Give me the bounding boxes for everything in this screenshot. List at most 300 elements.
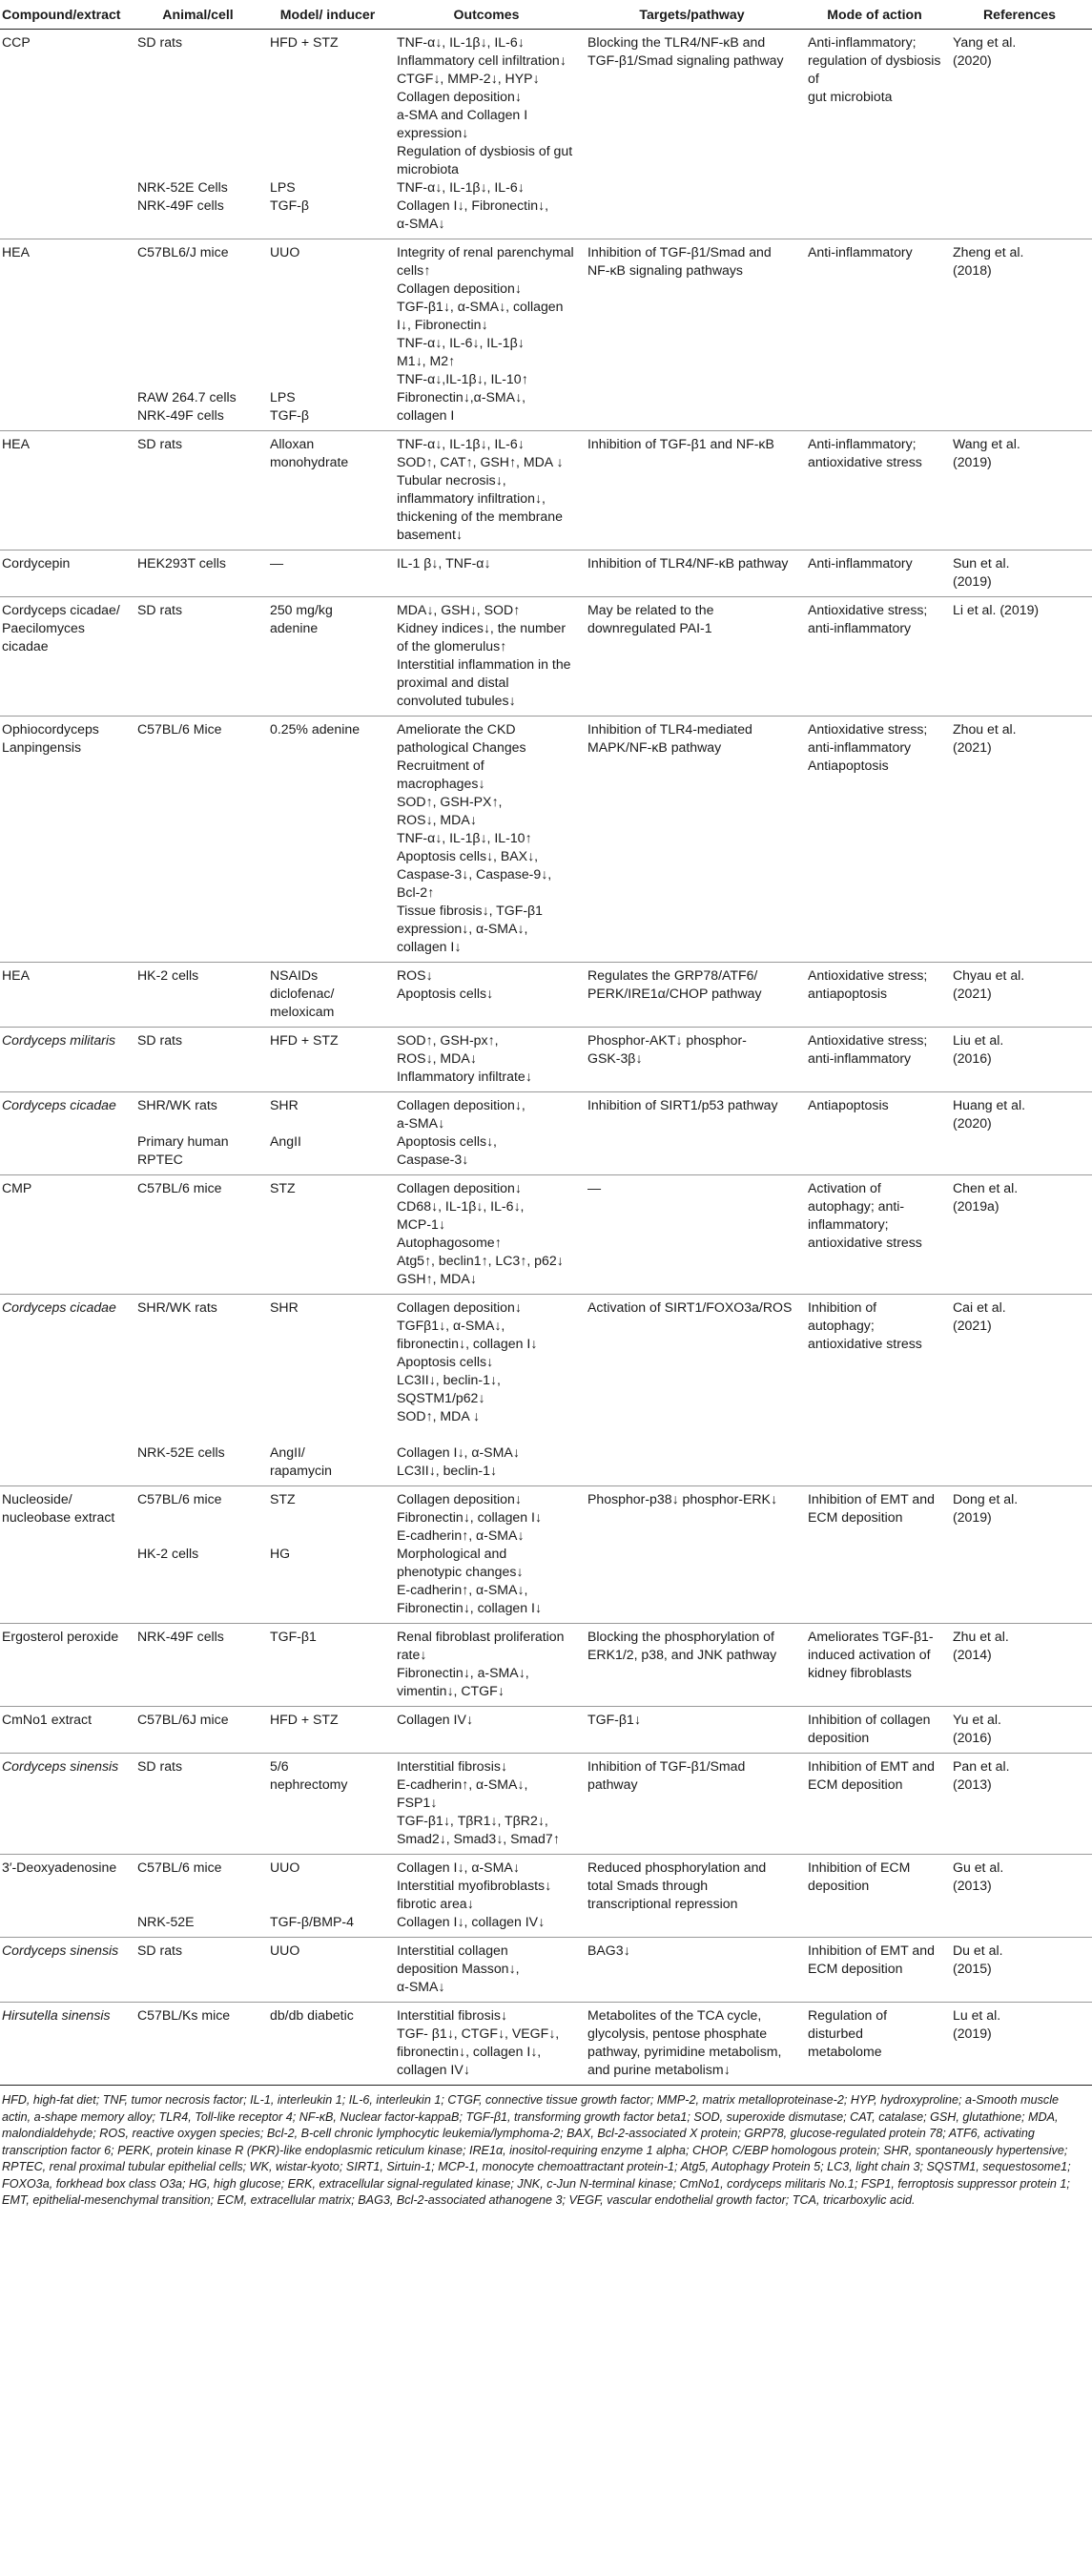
table-row: [0, 717, 1092, 963]
cell-animal-cell: [132, 1175, 264, 1295]
cell-model-inducer: [264, 431, 391, 551]
cell-line: Ameliorate the CKD: [397, 721, 516, 737]
cell-references: [947, 1624, 1092, 1707]
cell-animal-cell: [132, 963, 264, 1028]
cell-line: [137, 1389, 258, 1407]
cell-references: [947, 2003, 1092, 2086]
cell-line: GSK-3β↓: [587, 1050, 643, 1066]
cell-line: Phosphor-AKT↓ phosphor-: [587, 1032, 747, 1048]
cell-line: [137, 334, 258, 352]
cell-references: [947, 1295, 1092, 1486]
cell-animal-cell: [132, 1295, 264, 1486]
cell-targets-pathway: [582, 1938, 802, 2003]
cell-line: Reduced phosphorylation and: [587, 1859, 767, 1875]
cell-targets-pathway: [582, 1028, 802, 1092]
cell-model-inducer: [264, 597, 391, 717]
cell-line: Anti-inflammatory;: [808, 436, 917, 451]
cell-animal-cell: [132, 239, 264, 431]
cell-compound: [0, 1175, 132, 1295]
cell-animal-cell: [132, 1938, 264, 2003]
cell-line: Inhibition of ECM: [808, 1859, 911, 1875]
cell-line: deposition Masson↓,: [397, 1961, 520, 1976]
cell-line: cells↑: [397, 262, 431, 278]
cell-line: Anti-inflammatory: [808, 555, 913, 571]
cell-line: Ameliorates TGF-β1-: [808, 1629, 934, 1644]
cell-line: [137, 1407, 258, 1425]
cell-model-inducer: [264, 30, 391, 239]
cell-line: [137, 298, 258, 316]
cell-line: SHR: [270, 1299, 299, 1315]
cell-mode-of-action: [802, 1624, 947, 1707]
cell-line: Interstitial myofibroblasts↓: [397, 1878, 552, 1893]
cell-animal-cell: [132, 1028, 264, 1092]
cell-outcomes: [391, 1707, 582, 1754]
cell-line: Kidney indices↓, the number: [397, 620, 567, 635]
cell-line: (2014): [953, 1647, 992, 1662]
cell-line: Collagen deposition↓: [397, 89, 522, 104]
cell-model-inducer: [264, 239, 391, 431]
cell-line: [137, 52, 258, 70]
cell-line: Yu et al.: [953, 1712, 1001, 1727]
cell-line: HG: [270, 1546, 291, 1561]
cell-line: HEA: [2, 967, 30, 983]
cell-line: Regulation of: [808, 2007, 888, 2023]
cell-outcomes: [391, 1092, 582, 1175]
cell-mode-of-action: [802, 1486, 947, 1624]
table-row: [0, 1028, 1092, 1092]
cell-compound: [0, 2003, 132, 2086]
cell-line: adenine: [270, 620, 319, 635]
cell-compound: [0, 1028, 132, 1092]
table-body: [0, 30, 1092, 2086]
cell-targets-pathway: [582, 1092, 802, 1175]
cell-line: Inhibition of EMT and: [808, 1758, 935, 1774]
cell-compound: [0, 431, 132, 551]
cell-line: Caspase-3↓: [397, 1152, 469, 1167]
table-row: [0, 963, 1092, 1028]
cell-line: Collagen deposition↓,: [397, 1097, 525, 1112]
cell-line: Integrity of renal parenchymal: [397, 244, 574, 260]
cell-line: HFD + STZ: [270, 1032, 339, 1048]
cell-line: (2019a): [953, 1198, 999, 1214]
cell-model-inducer: [264, 551, 391, 597]
cell-line: fibrotic area↓: [397, 1896, 474, 1911]
cell-line: TNF-α↓, IL-1β↓, IL-10↑: [397, 830, 532, 845]
cell-line: NRK-52E: [137, 1914, 195, 1929]
cell-line: Apoptosis cells↓, BAX↓,: [397, 848, 539, 863]
cell-model-inducer: [264, 963, 391, 1028]
cell-model-inducer: [264, 1295, 391, 1486]
cell-line: ECM deposition: [808, 1509, 903, 1525]
cell-line: (2019): [953, 573, 992, 589]
cell-line: 0.25% adenine: [270, 721, 361, 737]
cell-line: Interstitial fibrosis↓: [397, 2007, 507, 2023]
cell-line: [270, 334, 385, 352]
cell-line: MCP-1↓: [397, 1216, 445, 1232]
cell-model-inducer: [264, 717, 391, 963]
cell-targets-pathway: [582, 1754, 802, 1855]
cell-outcomes: [391, 963, 582, 1028]
cell-line: proximal and distal: [397, 675, 509, 690]
cell-line: [270, 1371, 385, 1389]
cell-model-inducer: [264, 1028, 391, 1092]
cell-line: [137, 1877, 258, 1895]
cell-line: db/db diabetic: [270, 2007, 354, 2023]
cell-references: [947, 1028, 1092, 1092]
cell-line: α-SMA↓: [397, 1979, 445, 1994]
cell-references: [947, 551, 1092, 597]
table-row: [0, 1707, 1092, 1754]
cell-line: [270, 352, 385, 370]
cell-line: ECM deposition: [808, 1776, 903, 1792]
cell-model-inducer: [264, 1855, 391, 1938]
cell-line: autophagy; anti-: [808, 1198, 905, 1214]
cell-line: [270, 1895, 385, 1913]
cell-animal-cell: [132, 1486, 264, 1624]
cell-line: Cordyceps sinensis: [2, 1758, 119, 1774]
cell-model-inducer: [264, 1092, 391, 1175]
cell-line: [137, 316, 258, 334]
cell-targets-pathway: [582, 30, 802, 239]
cell-line: [137, 352, 258, 370]
cell-line: C57BL/6 mice: [137, 1180, 222, 1195]
cell-line: ROS↓, MDA↓: [397, 1050, 477, 1066]
cell-line: CTGF↓, MMP-2↓, HYP↓: [397, 71, 540, 86]
cell-line: cicadae: [2, 638, 49, 654]
cell-line: (2021): [953, 1318, 992, 1333]
cell-compound: [0, 1295, 132, 1486]
cell-line: GSH↑, MDA↓: [397, 1271, 477, 1286]
cell-line: Inflammatory cell infiltration↓: [397, 52, 567, 68]
cell-line: basement↓: [397, 527, 463, 542]
cell-line: Metabolites of the TCA cycle,: [587, 2007, 762, 2023]
cell-animal-cell: [132, 30, 264, 239]
cell-line: BAG3↓: [587, 1942, 630, 1958]
cell-mode-of-action: [802, 1707, 947, 1754]
cell-outcomes: [391, 551, 582, 597]
cell-targets-pathway: [582, 1624, 802, 1707]
cell-line: (2016): [953, 1050, 992, 1066]
cell-line: diclofenac/: [270, 986, 335, 1001]
cell-line: UUO: [270, 1859, 300, 1875]
cell-line: 3′-Deoxyadenosine: [2, 1859, 117, 1875]
cell-line: HFD + STZ: [270, 34, 339, 50]
cell-line: Collagen I↓, Fibronectin↓,: [397, 197, 549, 213]
cell-line: NRK-49F cells: [137, 1629, 224, 1644]
cell-line: Wang et al.: [953, 436, 1020, 451]
cell-line: Pan et al.: [953, 1758, 1010, 1774]
cell-line: Inhibition of collagen: [808, 1712, 931, 1727]
cell-line: Hirsutella sinensis: [2, 2007, 111, 2023]
cell-line: Inhibition of SIRT1/p53 pathway: [587, 1097, 778, 1112]
cell-line: Cordyceps militaris: [2, 1032, 116, 1048]
cell-line: Cordyceps cicadae: [2, 1097, 116, 1112]
cell-line: C57BL/6 mice: [137, 1491, 222, 1506]
table-row: [0, 1175, 1092, 1295]
table-row: [0, 551, 1092, 597]
cell-line: LC3II↓, beclin-1↓: [397, 1463, 497, 1478]
cell-line: Liu et al.: [953, 1032, 1004, 1048]
cell-line: SD rats: [137, 436, 182, 451]
cell-line: regulation of dysbiosis of: [808, 52, 941, 86]
cell-line: [137, 1317, 258, 1335]
cell-mode-of-action: [802, 1938, 947, 2003]
cell-line: UUO: [270, 244, 300, 260]
cell-line: [270, 124, 385, 142]
cell-line: collagen IV↓: [397, 2062, 470, 2077]
cell-targets-pathway: [582, 239, 802, 431]
cell-model-inducer: [264, 1486, 391, 1624]
cell-targets-pathway: [582, 1295, 802, 1486]
cell-line: Regulates the GRP78/ATF6/: [587, 967, 758, 983]
cell-line: of the glomerulus↑: [397, 638, 507, 654]
cell-line: (2019): [953, 454, 992, 469]
cell-compound: [0, 717, 132, 963]
cell-references: [947, 1092, 1092, 1175]
cell-line: inflammatory;: [808, 1216, 889, 1232]
cell-mode-of-action: [802, 30, 947, 239]
cell-line: Regulation of dysbiosis of gut: [397, 143, 573, 158]
cell-line: [137, 1527, 258, 1545]
cell-model-inducer: [264, 1624, 391, 1707]
cell-line: C57BL/6 Mice: [137, 721, 222, 737]
cell-line: collagen I↓: [397, 939, 462, 954]
cell-line: [270, 298, 385, 316]
cell-references: [947, 963, 1092, 1028]
table-row: [0, 1624, 1092, 1707]
cell-line: STZ: [270, 1180, 296, 1195]
cell-line: PERK/IRE1α/CHOP pathway: [587, 986, 762, 1001]
cell-targets-pathway: [582, 1707, 802, 1754]
cell-outcomes: [391, 2003, 582, 2086]
cell-line: glycolysis, pentose phosphate: [587, 2025, 768, 2041]
cell-line: LPS: [270, 179, 296, 195]
cell-outcomes: [391, 597, 582, 717]
cell-line: [270, 1527, 385, 1545]
cell-line: [137, 261, 258, 280]
cell-line: anti-inflammatory: [808, 1050, 912, 1066]
cell-line: and purine metabolism↓: [587, 2062, 731, 2077]
cell-line: Antioxidative stress;: [808, 967, 928, 983]
cell-line: gut microbiota: [808, 89, 893, 104]
cell-line: Morphological and: [397, 1546, 507, 1561]
cell-line: (2020): [953, 52, 992, 68]
cell-animal-cell: [132, 2003, 264, 2086]
cell-mode-of-action: [802, 1175, 947, 1295]
cell-references: [947, 717, 1092, 963]
cell-line: [137, 1371, 258, 1389]
cell-line: C57BL6/J mice: [137, 244, 229, 260]
cell-line: Inflammatory infiltrate↓: [397, 1069, 532, 1084]
cell-line: Ergosterol peroxide: [2, 1629, 119, 1644]
cell-line: Inhibition of TGF-β1/Smad: [587, 1758, 746, 1774]
cell-line: SD rats: [137, 602, 182, 617]
cell-line: Collagen deposition↓: [397, 280, 522, 296]
cell-mode-of-action: [802, 597, 947, 717]
cell-line: (2021): [953, 986, 992, 1001]
cell-line: E-cadherin↑, α-SMA↓,: [397, 1776, 528, 1792]
table-row: [0, 1855, 1092, 1938]
cell-targets-pathway: [582, 717, 802, 963]
cell-line: collagen I: [397, 407, 455, 423]
cell-line: Tubular necrosis↓,: [397, 472, 506, 488]
cell-line: MAPK/NF-κB pathway: [587, 739, 722, 755]
cell-line: HEK293T cells: [137, 555, 226, 571]
cell-line: Interstitial collagen: [397, 1942, 508, 1958]
cell-line: Alloxan: [270, 436, 315, 451]
cell-line: [137, 1114, 258, 1132]
cell-line: SHR/WK rats: [137, 1097, 217, 1112]
cell-line: TGF- β1↓, CTGF↓, VEGF↓,: [397, 2025, 560, 2041]
cell-line: TGF-β: [270, 197, 309, 213]
cell-references: [947, 1175, 1092, 1295]
cell-line: Collagen deposition↓: [397, 1299, 522, 1315]
cell-line: Sun et al.: [953, 555, 1010, 571]
cell-line: Autophagosome↑: [397, 1235, 502, 1250]
cell-line: SOD↑, MDA ↓: [397, 1408, 480, 1423]
cell-line: Nucleoside/: [2, 1491, 72, 1506]
cell-line: [270, 1353, 385, 1371]
cell-line: TGF-β1/Smad signaling pathway: [587, 52, 784, 68]
cell-line: Interstitial fibrosis↓: [397, 1758, 507, 1774]
cell-line: [137, 370, 258, 388]
cell-line: SOD↑, CAT↑, GSH↑, MDA ↓: [397, 454, 564, 469]
cell-line: ROS↓: [397, 967, 433, 983]
cell-line: Antiapoptosis: [808, 1097, 889, 1112]
cell-line: [397, 1425, 576, 1444]
cell-line: SOD↑, GSH-px↑,: [397, 1032, 499, 1048]
cell-references: [947, 1938, 1092, 2003]
cell-targets-pathway: [582, 1486, 802, 1624]
cell-line: SD rats: [137, 1758, 182, 1774]
cell-line: Antioxidative stress;: [808, 602, 928, 617]
cell-animal-cell: [132, 1855, 264, 1938]
header-references: References: [947, 0, 1092, 30]
cell-line: Chyau et al.: [953, 967, 1025, 983]
cell-line: phenotypic changes↓: [397, 1564, 524, 1579]
cell-line: 250 mg/kg: [270, 602, 333, 617]
cell-line: total Smads through: [587, 1878, 709, 1893]
cell-line: kidney fibroblasts: [808, 1665, 912, 1680]
table-row: [0, 239, 1092, 431]
cell-line: NF-κB signaling pathways: [587, 262, 743, 278]
cell-mode-of-action: [802, 1295, 947, 1486]
cell-line: microbiota: [397, 161, 460, 177]
cell-line: [137, 1335, 258, 1353]
cell-line: [270, 1317, 385, 1335]
cell-animal-cell: [132, 431, 264, 551]
cell-line: deposition: [808, 1730, 870, 1745]
cell-mode-of-action: [802, 1855, 947, 1938]
cell-line: downregulated PAI-1: [587, 620, 712, 635]
cell-outcomes: [391, 1938, 582, 2003]
cell-targets-pathway: [582, 963, 802, 1028]
cell-targets-pathway: [582, 1175, 802, 1295]
cell-line: FSP1↓: [397, 1795, 438, 1810]
table-row: [0, 597, 1092, 717]
cell-line: ROS↓, MDA↓: [397, 812, 477, 827]
cell-line: Phosphor-p38↓ phosphor-ERK↓: [587, 1491, 777, 1506]
cell-compound: [0, 239, 132, 431]
cell-line: I↓, Fibronectin↓: [397, 317, 488, 332]
cell-line: Paecilomyces: [2, 620, 85, 635]
cell-line: antiapoptosis: [808, 986, 888, 1001]
cell-animal-cell: [132, 1707, 264, 1754]
cell-line: pathological Changes: [397, 739, 526, 755]
cell-line: Chen et al.: [953, 1180, 1019, 1195]
cell-line: Collagen I↓, α-SMA↓: [397, 1859, 520, 1875]
cell-line: Inhibition of TGF-β1/Smad and: [587, 244, 772, 260]
cell-line: Anti-inflammatory: [808, 244, 913, 260]
cell-line: Collagen deposition↓: [397, 1491, 522, 1506]
cell-line: Zhu et al.: [953, 1629, 1009, 1644]
cell-line: RPTEC: [137, 1152, 183, 1167]
cell-line: Du et al.: [953, 1942, 1003, 1958]
cell-line: SHR/WK rats: [137, 1299, 217, 1315]
cell-line: SOD↑, GSH-PX↑,: [397, 794, 503, 809]
cell-line: inflammatory infiltration↓,: [397, 490, 546, 506]
cell-line: SD rats: [137, 1032, 182, 1048]
cell-line: Collagen I↓, collagen IV↓: [397, 1914, 546, 1929]
cell-line: (2013): [953, 1878, 992, 1893]
cell-line: Antiapoptosis: [808, 758, 889, 773]
cell-outcomes: [391, 1855, 582, 1938]
header-outcomes: Outcomes: [391, 0, 582, 30]
cell-model-inducer: [264, 1175, 391, 1295]
cell-line: (2019): [953, 2025, 992, 2041]
cell-line: LC3II↓, beclin-1↓,: [397, 1372, 501, 1387]
cell-references: [947, 239, 1092, 431]
cell-line: Inhibition of EMT and: [808, 1491, 935, 1506]
cell-line: [270, 70, 385, 88]
cell-line: Tissue fibrosis↓, TGF-β1: [397, 903, 543, 918]
cell-line: STZ: [270, 1491, 296, 1506]
header-model-inducer: Model/ inducer: [264, 0, 391, 30]
cell-line: α-SMA↓: [397, 216, 445, 231]
cell-line: Cordyceps cicadae/: [2, 602, 120, 617]
cell-line: pathway: [587, 1776, 638, 1792]
cell-line: Cordyceps sinensis: [2, 1942, 119, 1958]
cell-line: AngII: [270, 1133, 301, 1149]
cell-line: metabolome: [808, 2044, 882, 2059]
table-row: [0, 1486, 1092, 1624]
cell-line: [137, 124, 258, 142]
cell-line: TNF-α↓,IL-1β↓, IL-10↑: [397, 371, 528, 386]
cell-line: LPS: [270, 389, 296, 405]
cell-line: NRK-49F cells: [137, 407, 224, 423]
cell-line: RAW 264.7 cells: [137, 389, 237, 405]
cell-line: Antioxidative stress;: [808, 721, 928, 737]
header-animal-cell: Animal/cell: [132, 0, 264, 30]
cell-line: SQSTM1/p62↓: [397, 1390, 485, 1405]
cell-compound: [0, 963, 132, 1028]
cell-line: deposition: [808, 1878, 870, 1893]
cell-line: Dong et al.: [953, 1491, 1019, 1506]
cell-outcomes: [391, 1486, 582, 1624]
cell-line: TNF-α↓, IL-1β↓, IL-6↓: [397, 34, 525, 50]
cell-line: [270, 261, 385, 280]
cell-line: Lu et al.: [953, 2007, 1001, 2023]
cell-compound: [0, 597, 132, 717]
cell-targets-pathway: [582, 1855, 802, 1938]
cell-targets-pathway: [582, 2003, 802, 2086]
cell-line: [137, 88, 258, 106]
cell-line: HFD + STZ: [270, 1712, 339, 1727]
cell-line: [270, 1335, 385, 1353]
cell-line: Anti-inflammatory;: [808, 34, 917, 50]
cell-line: [270, 370, 385, 388]
cell-line: SD rats: [137, 34, 182, 50]
